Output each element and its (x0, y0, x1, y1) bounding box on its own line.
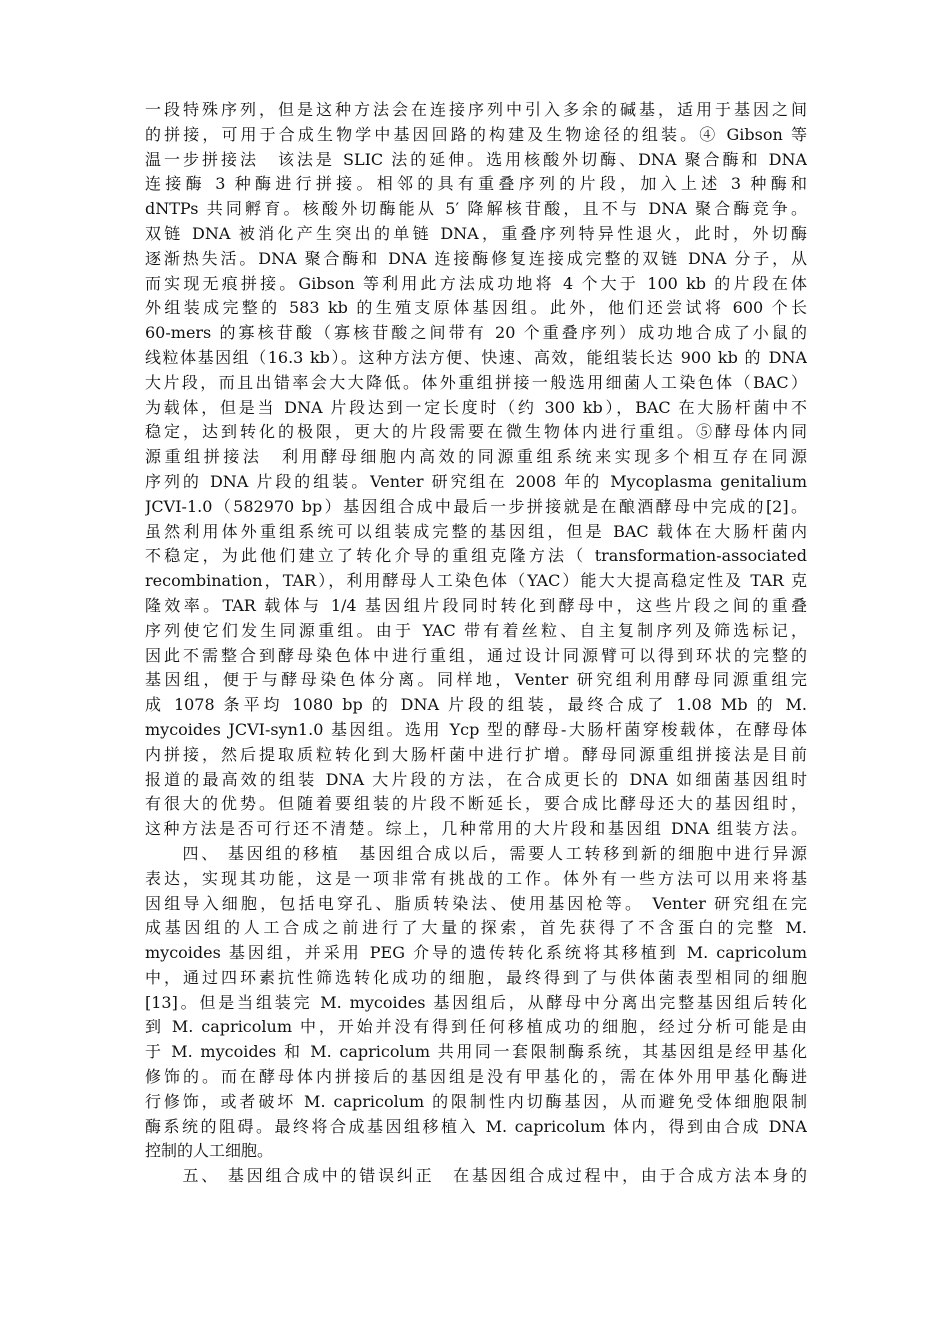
text-line: 大片段，而且出错率会大大降低。体外重组拼接一般选用细菌人工染色体（BAC） (145, 372, 807, 392)
text-line: 为载体，但是当 DNA 片段达到一定长度时（约 300 kb），BAC 在大肠杆菌中不 (145, 397, 807, 417)
text-line: 内拼接，然后提取质粒转化到大肠杆菌中进行扩增。酵母同源重组拼接法是目前 (145, 744, 807, 764)
text-line: 五、 基因组合成中的错误纠正 在基因组合成过程中，由于合成方法本身的 (145, 1166, 807, 1186)
text-line: 连接酶 3 种酶进行拼接。相邻的具有重叠序列的片段，加入上述 3 种酶和 (145, 174, 807, 194)
text-line: mycoides JCVI-syn1.0 基因组。选用 Ycp 型的酵母-大肠杆菌穿梭载体，在酵母体 (145, 719, 807, 739)
text-line: 报道的最高效的组装 DNA 大片段的方法，在合成更长的 DNA 如细菌基因组时 (145, 769, 807, 789)
text-line: 行修饰，或者破坏 M. capricolum 的限制性内切酶基因，从而避免受体细胞限制 (145, 1091, 807, 1111)
text-line: 稳定，达到转化的极限，更大的片段需要在微生物体内进行重组。⑤酵母体内同 (145, 422, 807, 442)
text-line: mycoides 基因组，并采用 PEG 介导的遗传转化系统将其移植到 M. capricolum (145, 943, 807, 963)
text-line: 虽然利用体外重组系统可以组装成完整的基因组，但是 BAC 载体在大肠杆菌内 (145, 521, 807, 541)
text-line: 逐渐热失活。DNA 聚合酶和 DNA 连接酶修复连接成完整的双链 DNA 分子，从 (145, 248, 807, 268)
text-line: 隆效率。TAR 载体与 1/4 基因组片段同时转化到酵母中，这些片段之间的重叠 (145, 595, 807, 615)
text-line: 成基因组的人工合成之前进行了大量的探索，首先获得了不含蛋白的完整 M. (145, 918, 807, 938)
text-line: 双链 DNA 被消化产生突出的单链 DNA，重叠序列特异性退火，此时，外切酶 (145, 223, 807, 243)
text-line: 表达，实现其功能，这是一项非常有挑战的工作。体外有一些方法可以用来将基 (145, 868, 807, 888)
text-line: 的拼接，可用于合成生物学中基因回路的构建及生物途径的组装。④ Gibson 等 (145, 124, 807, 144)
text-line: 温一步拼接法 该法是 SLIC 法的延伸。选用核酸外切酶、DNA 聚合酶和 DNA (145, 149, 807, 169)
text-line: 成 1078 条平均 1080 bp 的 DNA 片段的组装，最终合成了 1.08 Mb 的 M. (145, 695, 807, 715)
text-line: 四、 基因组的移植 基因组合成以后，需要人工转移到新的细胞中进行异源 (145, 843, 807, 863)
text-line: 一段特殊序列，但是这种方法会在连接序列中引入多余的碱基，适用于基因之间 (145, 100, 807, 119)
text-line: 修饰的。而在酵母体内拼接后的基因组是没有甲基化的，需在体外用甲基化酶进 (145, 1067, 807, 1087)
text-line: 中，通过四环素抗性筛选转化成功的细胞，最终得到了与供体菌表型相同的细胞 (145, 967, 807, 987)
text-line: 而实现无痕拼接。Gibson 等利用此方法成功地将 4 个大于 100 kb 的片段在体 (145, 273, 807, 293)
text-line: [13]。但是当组装完 M. mycoides 基因组后，从酵母中分离出完整基因组后转化 (145, 992, 807, 1012)
text-line: recombination，TAR），利用酵母人工染色体（YAC）能大大提高稳定性及 TAR 克 (145, 571, 807, 591)
text-line: 序列使它们发生同源重组。由于 YAC 带有着丝粒、自主复制序列及筛选标记， (145, 620, 807, 640)
text-line: 序列的 DNA 片段的组装。Venter 研究组在 2008 年的 Mycoplasma genitalium (145, 471, 807, 491)
text-line: 到 M. capricolum 中，开始并没有得到任何移植成功的细胞，经过分析可能是由 (145, 1017, 807, 1037)
document-body (145, 98, 807, 1189)
text-line: 外组装成完整的 583 kb 的生殖支原体基因组。此外，他们还尝试将 600 个长 (145, 298, 807, 318)
text-line: 线粒体基因组（16.3 kb）。这种方法方便、快速、高效，能组装长达 900 kb 的 DNA (145, 347, 807, 367)
text-line: 于 M. mycoides 和 M. capricolum 共用同一套限制酶系统，其基因组是经甲基化 (145, 1042, 807, 1062)
text-line: 酶系统的阻碍。最终将合成基因组移植入 M. capricolum 体内，得到由合成 DNA (145, 1116, 807, 1136)
text-line: 60-mers 的寡核苷酸（寡核苷酸之间带有 20 个重叠序列）成功地合成了小鼠的 (145, 323, 807, 343)
text-line: 基因组，便于与酵母染色体分离。同样地，Venter 研究组利用酵母同源重组完 (145, 670, 807, 690)
text-line: 控制的人工细胞。 (145, 1141, 274, 1161)
text-line: 因组导入细胞，包括电穿孔、脂质转染法、使用基因枪等。 Venter 研究组在完 (145, 893, 807, 913)
text-line: 有很大的优势。但随着要组装的片段不断延长，要合成比酵母还大的基因组时， (145, 794, 807, 814)
text-line: JCVI-1.0（582970 bp）基因组合成中最后一步拼接就是在酿酒酵母中完成的[2]。 (145, 496, 807, 516)
text-line: 这种方法是否可行还不清楚。综上，几种常用的大片段和基因组 DNA 组装方法。 (145, 819, 807, 839)
text-line: 因此不需整合到酵母染色体中进行重组，通过设计同源臂可以得到环状的完整的 (145, 645, 807, 665)
text-line: 源重组拼接法 利用酵母细胞内高效的同源重组系统来实现多个相互存在同源 (145, 447, 807, 467)
text-line: dNTPs 共同孵育。核酸外切酶能从 5′ 降解核苷酸，且不与 DNA 聚合酶竞争。 (145, 199, 807, 219)
text-line: 不稳定，为此他们建立了转化介导的重组克隆方法（ transformation-associated (145, 546, 807, 566)
